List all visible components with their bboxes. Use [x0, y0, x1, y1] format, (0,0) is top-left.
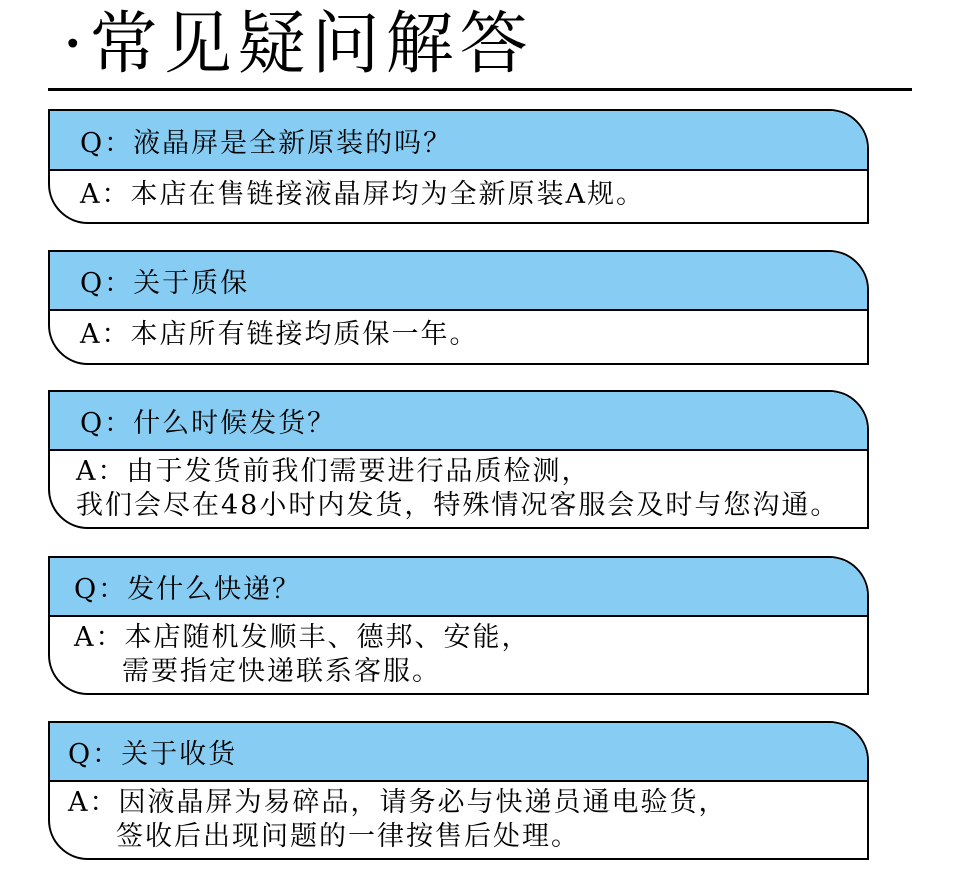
faq-answer-line: A：由于发货前我们需要进行品质检测， — [76, 456, 591, 487]
faq-answer — [50, 617, 867, 689]
faq-item-courier — [48, 556, 869, 695]
faq-item-receiving — [48, 721, 869, 860]
faq-question: Q：关于质保 — [50, 252, 867, 311]
faq-item-quality — [48, 109, 869, 224]
title-divider — [48, 88, 912, 91]
faq-answer — [50, 171, 867, 215]
faq-answer — [50, 311, 867, 355]
faq-question: Q：液晶屏是全新原装的吗？ — [50, 111, 867, 171]
faq-answer-line: A：本店随机发顺丰、德邦、安能， — [74, 622, 531, 653]
faq-answer-line: 需要指定快递联系客服。 — [122, 656, 441, 687]
faq-answer-line: A：本店所有链接均质保一年。 — [80, 319, 479, 350]
faq-answer — [50, 451, 867, 523]
faq-question: Q：关于收货 — [50, 723, 867, 782]
faq-question: Q：什么时候发货？ — [50, 392, 867, 451]
faq-question: Q：发什么快递？ — [50, 558, 867, 617]
faq-item-warranty — [48, 250, 869, 365]
faq-item-shipping-time — [48, 390, 869, 529]
faq-answer-line: A：本店在售链接液晶屏均为全新原装A规。 — [80, 179, 645, 210]
faq-answer-line: 我们会尽在48小时内发货，特殊情况客服会及时与您沟通。 — [76, 490, 840, 521]
page-title: ·常见疑问解答 — [62, 5, 534, 84]
faq-answer-line: A：因液晶屏为易碎品，请务必与快递员通电验货， — [68, 787, 728, 818]
faq-answer-line: 签收后出现问题的一律按售后处理。 — [116, 821, 580, 852]
faq-answer — [50, 782, 867, 854]
